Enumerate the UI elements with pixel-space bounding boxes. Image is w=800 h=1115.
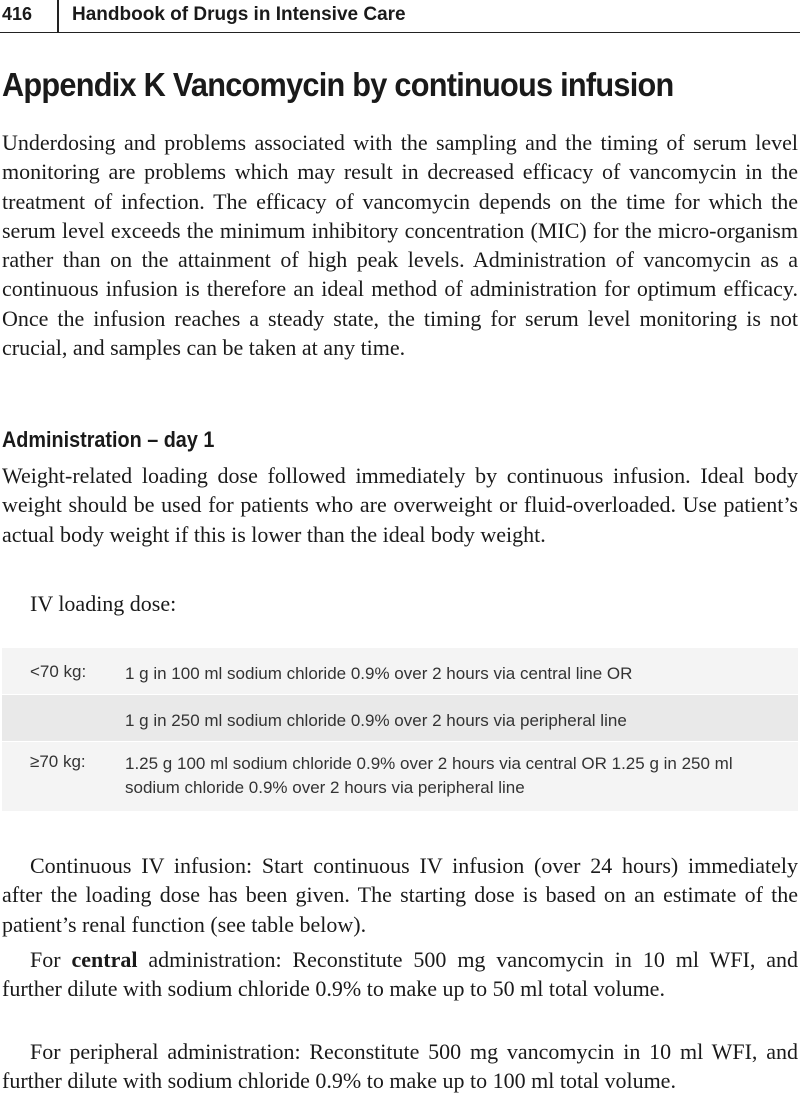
dose-cell: 1 g in 250 ml sodium chloride 0.9% over 2 hours via peripheral line [125, 711, 627, 730]
book-title: Handbook of Drugs in Intensive Care [72, 4, 406, 25]
section-heading: Administration – day 1 [2, 427, 215, 452]
weight-cell: <70 kg: [30, 662, 87, 681]
intro-paragraph: Underdosing and problems associated with the sampling and the timing of serum level monitoring are problems which may result in decreased efficacy of vancomycin in the treatment of infection. The efficacy of vancomycin depends on the time for which the serum level exceeds the minimum inhibitory concentration (MIC) for the micro-organism rather than on the attainment of high peak levels. Administration of vancomycin as a continuous infusion is therefore an ideal method of administration for optimum efficacy. Once the infusion reaches a steady state, the timing for serum level monitoring is not crucial, and samples can be taken at any time. [2, 130, 798, 361]
running-header [0, 0, 800, 33]
header-divider [57, 0, 59, 32]
loading-dose-label: IV loading dose: [30, 591, 177, 616]
central-emphasis: central [71, 947, 138, 972]
table-row [2, 742, 798, 812]
appendix-title: Appendix K Vancomycin by continuous infusion [2, 66, 674, 103]
weight-cell: ≥70 kg: [30, 752, 86, 771]
dose-cell: 1 g in 100 ml sodium chloride 0.9% over 2 hours via central line OR [125, 664, 633, 683]
page-number: 416 [2, 4, 33, 24]
central-prefix: For [30, 947, 72, 972]
peripheral-administration-paragraph: For peripheral administration: Reconstitute 500 mg vancomycin in 10 ml WFI, and further dilute with sodium chloride 0.9% to make up to 100 ml total volume. [2, 1039, 798, 1094]
loading-dose-table [2, 648, 798, 812]
central-administration-paragraph [2, 945, 798, 1004]
administration-paragraph: Weight-related loading dose followed immediately by continuous infusion. Ideal body weight should be used for patients who are overweight or fluid-overloaded. Use patient’s actual body weight if this is lower than the ideal body weight. [2, 463, 798, 547]
central-text: administration: Reconstitute 500 mg vancomycin in 10 ml WFI, and further dilute with sodium chloride 0.9% to make up to 50 ml total volume. [2, 947, 799, 1002]
dose-cell: 1.25 g 100 ml sodium chloride 0.9% over 2 hours via central OR 1.25 g in 250 ml sodium chloride 0.9% over 2 hours via peripheral line [125, 754, 733, 797]
table-row [2, 648, 798, 695]
continuous-infusion-paragraph: Continuous IV infusion: Start continuous IV infusion (over 24 hours) immediately after the loading dose has been given. The starting dose is based on an estimate of the patient’s renal function (see table below). [2, 853, 798, 937]
table-row [2, 695, 798, 742]
